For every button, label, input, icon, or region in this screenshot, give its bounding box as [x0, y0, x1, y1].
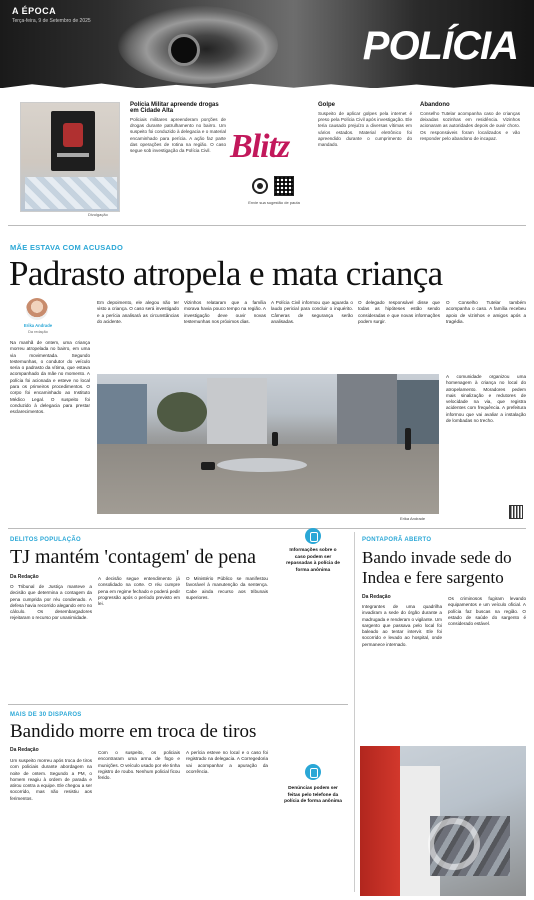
section-divider: [8, 704, 348, 705]
blitz-column-1: [130, 102, 226, 154]
date-line: Terça-feira, 9 de Setembro de 2025: [12, 18, 91, 24]
photo-tree: [157, 392, 207, 432]
story2-kicker: DELITOS POPULAÇÃO: [10, 537, 81, 543]
watermark-logo-icon: [428, 818, 480, 870]
photo-object: [201, 462, 215, 470]
blitz-col1-body: Policiais militares apreenderam porções de drogas durante patrulhamento no bairro. Um suspeito foi conduzido à delegacia e o material encaminhado para perícia. A ação faz parte das operações de rotina na região. O caso segue sob investigação da Polícia Civil.: [130, 117, 226, 154]
qr-code-icon: [509, 505, 523, 519]
blitz-section: [8, 96, 526, 226]
photo-building: [337, 374, 397, 444]
qr-code-icon: [274, 176, 294, 196]
blitz-col3-title: Abandono: [420, 102, 450, 108]
blitz-col1-title: Polícia Militar apreende drogas em Cidade Alta: [130, 102, 219, 114]
story2-headline: TJ mantém 'contagem' de pena: [10, 546, 257, 568]
reporter-name: Erika Andrade: [23, 323, 53, 328]
photo-person: [405, 428, 411, 450]
column-divider: [354, 532, 355, 892]
story3-col-1: Integrantes de uma quadrilha invadiram a sede do órgão durante a madrugada e renderam o vigilante. Um sargento que passava pelo local foi baleado ao tentar intervir. Ele foi socorrido e levado ao hospital, onde permanece internado.: [362, 604, 442, 647]
photo-credit: Divulgação: [88, 212, 108, 217]
drug-bags: [25, 177, 117, 209]
sidebox-2: Denúncias podem ser feitas pelo telefone da polícia de forma anônima: [284, 786, 342, 805]
info-icon: [305, 528, 321, 544]
story4-byline: Da Redação: [10, 747, 39, 753]
blitz-col2-body: Suspeito de aplicar golpes pela internet é preso pela Polícia Civil após investigação. Ele teria causado prejuízo a diversas vítimas em vários estados. Material eletrônico foi apreendido durante o cumprimento do mandado.: [318, 111, 412, 148]
photo-road: [97, 444, 439, 514]
eye-pupil: [168, 34, 200, 66]
blitz-col2-title: Golpe: [318, 102, 336, 108]
photo-building: [397, 380, 439, 444]
story2-col-2: A decisão segue entendimento já consolidado na corte. O réu cumpre pena em regime fechado e poderá pedir progressão após o período previsto em lei.: [98, 576, 180, 607]
main-col-4: A Polícia Civil informou que aguarda o laudo pericial para concluir o inquérito. Câmeras de segurança serão analisadas.: [271, 300, 353, 324]
blitz-column-3: [420, 102, 520, 142]
story2-byline: Da Redação: [10, 574, 39, 580]
main-col-5: O delegado responsável disse que todas as hipóteses estão sendo consideradas e que novas informações podem surgir.: [358, 300, 440, 324]
paper-name: A ÉPOCA: [12, 6, 57, 16]
main-col-6: O Conselho Tutelar também acompanha o caso. A família recebeu apoio de vizinhos e amigos após a tragédia.: [446, 300, 526, 324]
main-col-1: Na manhã de ontem, uma criança morreu atropelada no bairro, em uma via movimentada. Segundo testemunhas, o condutor do veículo seria o padrasto da vítima, que estava acompanhado da mãe no momento. A polícia foi acionada e esteve no local para os primeiros procedimentos. O corpo foi encaminhado ao Instituto Médico Legal. O suspeito foi conduzido à delegacia para prestar esclarecimentos.: [10, 340, 90, 415]
story2-col-1: O Tribunal de Justiça manteve a decisão que determina a contagem da pena cumprida por réu condenado. A defesa havia recorrido alegando erro no cálculo. Os desembargadores rejeitaram o recurso por unanimidade.: [10, 584, 92, 621]
page-header: [0, 0, 534, 98]
story4-col-1: Um suspeito morreu após troca de tiros com policiais durante abordagem na noite de ontem. Segundo a PM, o homem reagiu à ordem de parada e atirou contra a equipe. Ele chegou a ser socorrido, mas não resistiu aos ferimentos.: [10, 758, 92, 801]
main-headline: Padrasto atropela e mata criança: [9, 254, 443, 293]
blitz-column-2: [318, 102, 412, 148]
photo-building: [207, 378, 267, 444]
badge-emblem: [63, 123, 83, 147]
main-col-2: Em depoimento, ele alegou não ter visto a criança. O caso será investigado e a perícia analisará as circunstâncias do acidente.: [97, 300, 179, 324]
story4-headline: Bandido morre em troca de tiros: [10, 721, 257, 742]
badge-text: [57, 153, 89, 157]
seized-items-photo: [20, 102, 120, 212]
story4-col-2: Com o suspeito, os policiais encontraram uma arma de fogo e munições. O veículo usado por ele tinha registro de roubo. Nenhum policial ficou ferido.: [98, 750, 180, 781]
masthead: [12, 6, 91, 24]
story3-col-2: Os criminosos fugiram levando equipamentos e um veículo oficial. A polícia faz buscas na região. O estado de saúde do sargento é considerado estável.: [448, 596, 526, 627]
photo-puddle: [217, 458, 307, 472]
story2-col-3: O Ministério Público se manifestou favorável à manutenção da sentença. Cabe ainda recurso aos tribunais superiores.: [186, 576, 268, 600]
story4-kicker: MAIS DE 30 DISPAROS: [10, 712, 82, 718]
main-photo-credit: Erika Andrade: [400, 516, 426, 521]
sidebox-1: Informações sobre o caso podem ser repassadas à polícia de forma anônima: [286, 548, 340, 573]
main-col-3: Vizinhos relataram que a família morava havia pouco tempo na região. A investigação deve ouvir novas testemunhas nos próximos dias.: [184, 300, 266, 324]
blitz-contact: Envie sua sugestão de pauta: [248, 200, 300, 205]
reporter-avatar: [26, 298, 48, 320]
whatsapp-icon: [252, 178, 268, 194]
main-col-7: A comunidade organizou uma homenagem à criança no local do atropelamento. Moradores pedem mais sinalização e redutores de velocidade na via, que registra acidentes com frequência. A prefeitura informou que vai avaliar a instalação de lombadas no trecho.: [446, 374, 526, 424]
story3-byline: Da Redação: [362, 594, 391, 600]
accident-scene-photo: [97, 374, 439, 514]
story3-kicker: PONTAPORÃ ABERTO: [362, 537, 432, 543]
section-divider: [8, 528, 526, 529]
story4-col-3: A perícia esteve no local e o caso foi registrado na delegacia. A Corregedoria vai acompanhar a apuração da ocorrência.: [186, 750, 268, 774]
main-kicker: MÃE ESTAVA COM ACUSADO: [10, 243, 124, 252]
section-title: POLÍCIA: [362, 24, 518, 68]
info-icon: [305, 764, 321, 780]
blitz-col3-body: Conselho Tutelar acompanha caso de crianças deixadas sozinhas em residência. Vizinhos acionaram as autoridades depois de ouvir choro. Os responsáveis foram localizados e vão responder pelo abandono de incapaz.: [420, 111, 520, 141]
photo-red-vehicle: [360, 746, 400, 896]
blitz-logo: Blitz: [230, 128, 290, 165]
police-badge-icon: [51, 111, 95, 171]
photo-building: [97, 384, 147, 444]
photo-person: [272, 432, 278, 446]
story3-headline: Bando invade sede do Indea e fere sargento: [362, 548, 512, 587]
reporter-role: Da redação: [28, 330, 48, 334]
